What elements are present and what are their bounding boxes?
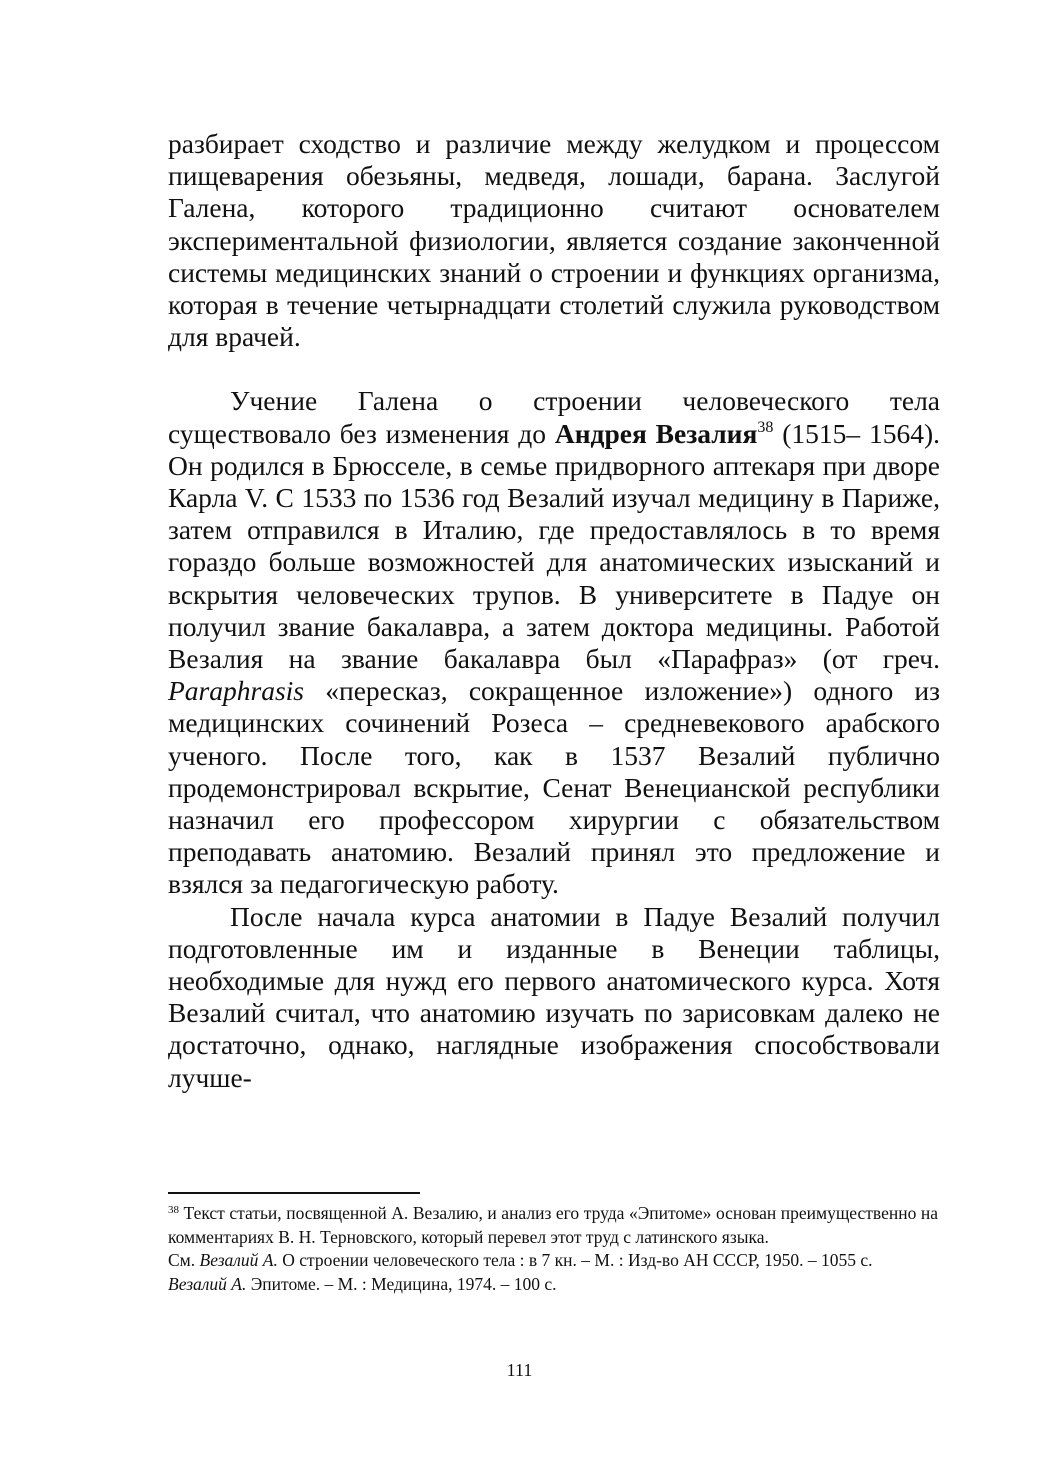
person-name-bold: Андрея Везалия — [554, 417, 758, 449]
footnote-number: 38 — [168, 1204, 179, 1216]
footnote-divider — [168, 1192, 420, 1194]
footnote-38 — [168, 1202, 938, 1249]
paragraph-3: После начала курса анатомии в Падуе Везалий получил подготовленные им и изданные в Венеции таблицы, необходимые для нужд его первого анатомического курса. Хотя Везалий считал, что анатомию изучать по зарисовкам далеко не достаточно, однако, наглядные изображения способствовали лучше- — [168, 900, 940, 1093]
reference-author: Везалий А. — [168, 1273, 247, 1294]
greek-term-italic: Paraphrasis — [168, 675, 304, 707]
paragraph-2-text-a: Учение Галена о строении человеческого тела существовало без изменения до — [168, 385, 940, 449]
paragraph-2 — [168, 385, 940, 900]
paragraph-1: разбирает сходство и различие между желудком и процессом пищеварения обезьяны, медведя, лошади, барана. Заслугой Галена, которого традиционно считают основателем экспериментальной физиологии, является создание законченной системы медицинских знаний о строении и функциях организма, которая в течение четырнадцати столетий служила руководством для врачей. — [168, 128, 940, 353]
footnote-reference-1 — [168, 1249, 938, 1273]
footnote-text: Текст статьи, посвященной А. Везалию, и анализ его труда «Эпитоме» основан преимущественно на комментариях В. Н. Терновского, который перевел этот труд с латинского языка. — [168, 1203, 938, 1247]
reference-details: Эпитоме. – М. : Медицина, 1974. – 100 с. — [246, 1273, 557, 1294]
reference-author: Везалий А. — [199, 1250, 278, 1270]
paragraph-2-text-c: «пересказ, сокращенное изложение») одного из медицинских сочинений Розеса – средневекового арабского ученого. После того, как в 1537 Везалий публично продемонстрировал вскрытие, Сенат Венецианской республики назначил его профессором хирургии с обязательством преподавать анатомию. Везалий принял это предложение и взялся за педагогическую работу. — [168, 675, 940, 900]
page-number: 111 — [506, 1360, 533, 1380]
footnote-reference: 38 — [757, 418, 774, 436]
footnote-reference-2 — [168, 1273, 938, 1297]
footnotes — [168, 1202, 938, 1296]
paragraph-2-text-b: (1515– 1564). Он родился в Брюсселе, в семье придворного аптекаря при дворе Карла V. С 1533 по 1536 год Везалий изучал медицину в Париже, затем отправился в Италию, где предоставлялось в то время гораздо больше возможностей для анатомических изысканий и вскрытия человеческих трупов. В университете в Падуе он получил звание бакалавра, а затем доктора медицины. Работой Везалия на звание бакалавра был «Парафраз» (от греч. — [168, 417, 940, 675]
main-text — [168, 128, 940, 1094]
reference-details: О строении человеческого тела : в 7 кн. – М. : Изд-во АН СССР, 1950. – 1055 с. — [277, 1250, 873, 1270]
reference-prefix: См. — [168, 1250, 200, 1270]
